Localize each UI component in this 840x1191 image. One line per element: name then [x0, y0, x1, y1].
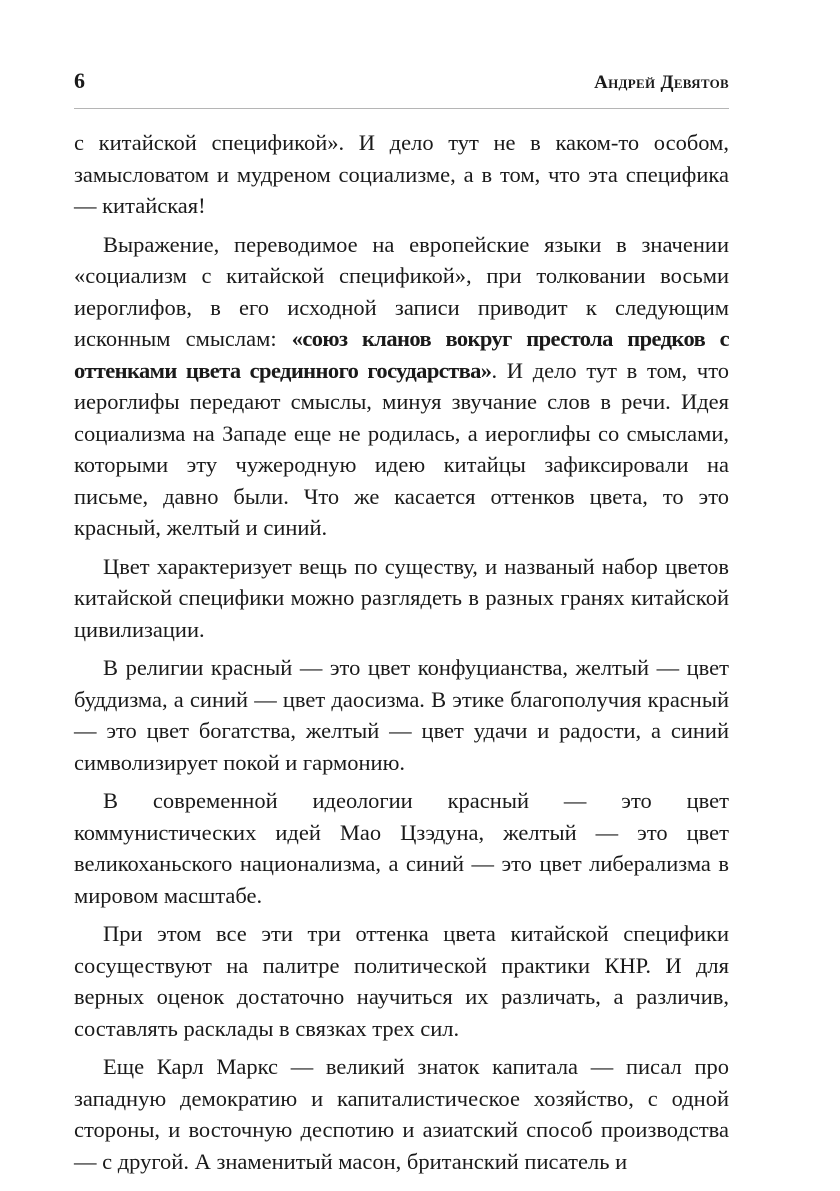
paragraph-text: . И дело тут в том, что иероглифы передают смыслы, минуя звучание слов в речи. Идея социализма на Западе еще не родилась, а иероглифы со смыслами, которыми эту чужеродную идею китайцы зафиксировали на письме, давно были. Что же касается оттенков цвета, то это красный, желтый и синий.	[74, 357, 729, 540]
paragraph-color: Цвет характеризует вещь по существу, и названый набор цветов китайской специфики можно разглядеть в разных гранях китайской цивилизации.	[74, 553, 729, 642]
paragraph-continuation: с китайской спецификой». И дело тут не в каком-то особом, замысловатом и мудреном социализме, а в том, что эта специфика — китайская!	[74, 130, 729, 218]
bold-definition: «союз кланов вокруг престола предков с оттенками цвета срединного государства»	[74, 326, 730, 383]
header-divider	[74, 108, 729, 109]
body-text	[74, 127, 729, 1184]
paragraph-text: Выражение, переводимое на европейские языки в значении «социализм с китайской спецификой», при толковании восьми иероглифов, в его исходной записи приводит к следующим исконным смыслам:	[74, 231, 729, 351]
paragraph-ideology: В современной идеологии красный — это цвет коммунистических идей Мао Цзэдуна, желтый — это цвет великоханьского национализма, а синий — это цвет либерализма в мировом масштабе.	[74, 788, 729, 908]
paragraph-marx: Еще Карл Маркс — великий знаток капитала — писал про западную демократию и капиталистическое хозяйство, с одной стороны, и восточную деспотию и азиатский способ производства — с другой. А знаменитый масон, британский писатель и	[74, 1054, 729, 1174]
paragraph-coexistence: При этом все эти три оттенка цвета китайской специфики сосуществуют на палитре политической практики КНР. И для верных оценок достаточно научиться их различать, а различив, составлять расклады в связках трех сил.	[74, 921, 729, 1041]
paragraph-religion: В религии красный — это цвет конфуцианства, желтый — цвет буддизма, а синий — цвет даосизма. В этике благополучия красный — это цвет богатства, желтый — цвет удачи и радости, а синий символизирует покой и гармонию.	[74, 655, 729, 775]
paragraph-expression	[74, 229, 729, 544]
page-number: 6	[74, 68, 85, 93]
page-header	[74, 68, 729, 94]
running-title: Андрей Девятов	[594, 72, 729, 93]
